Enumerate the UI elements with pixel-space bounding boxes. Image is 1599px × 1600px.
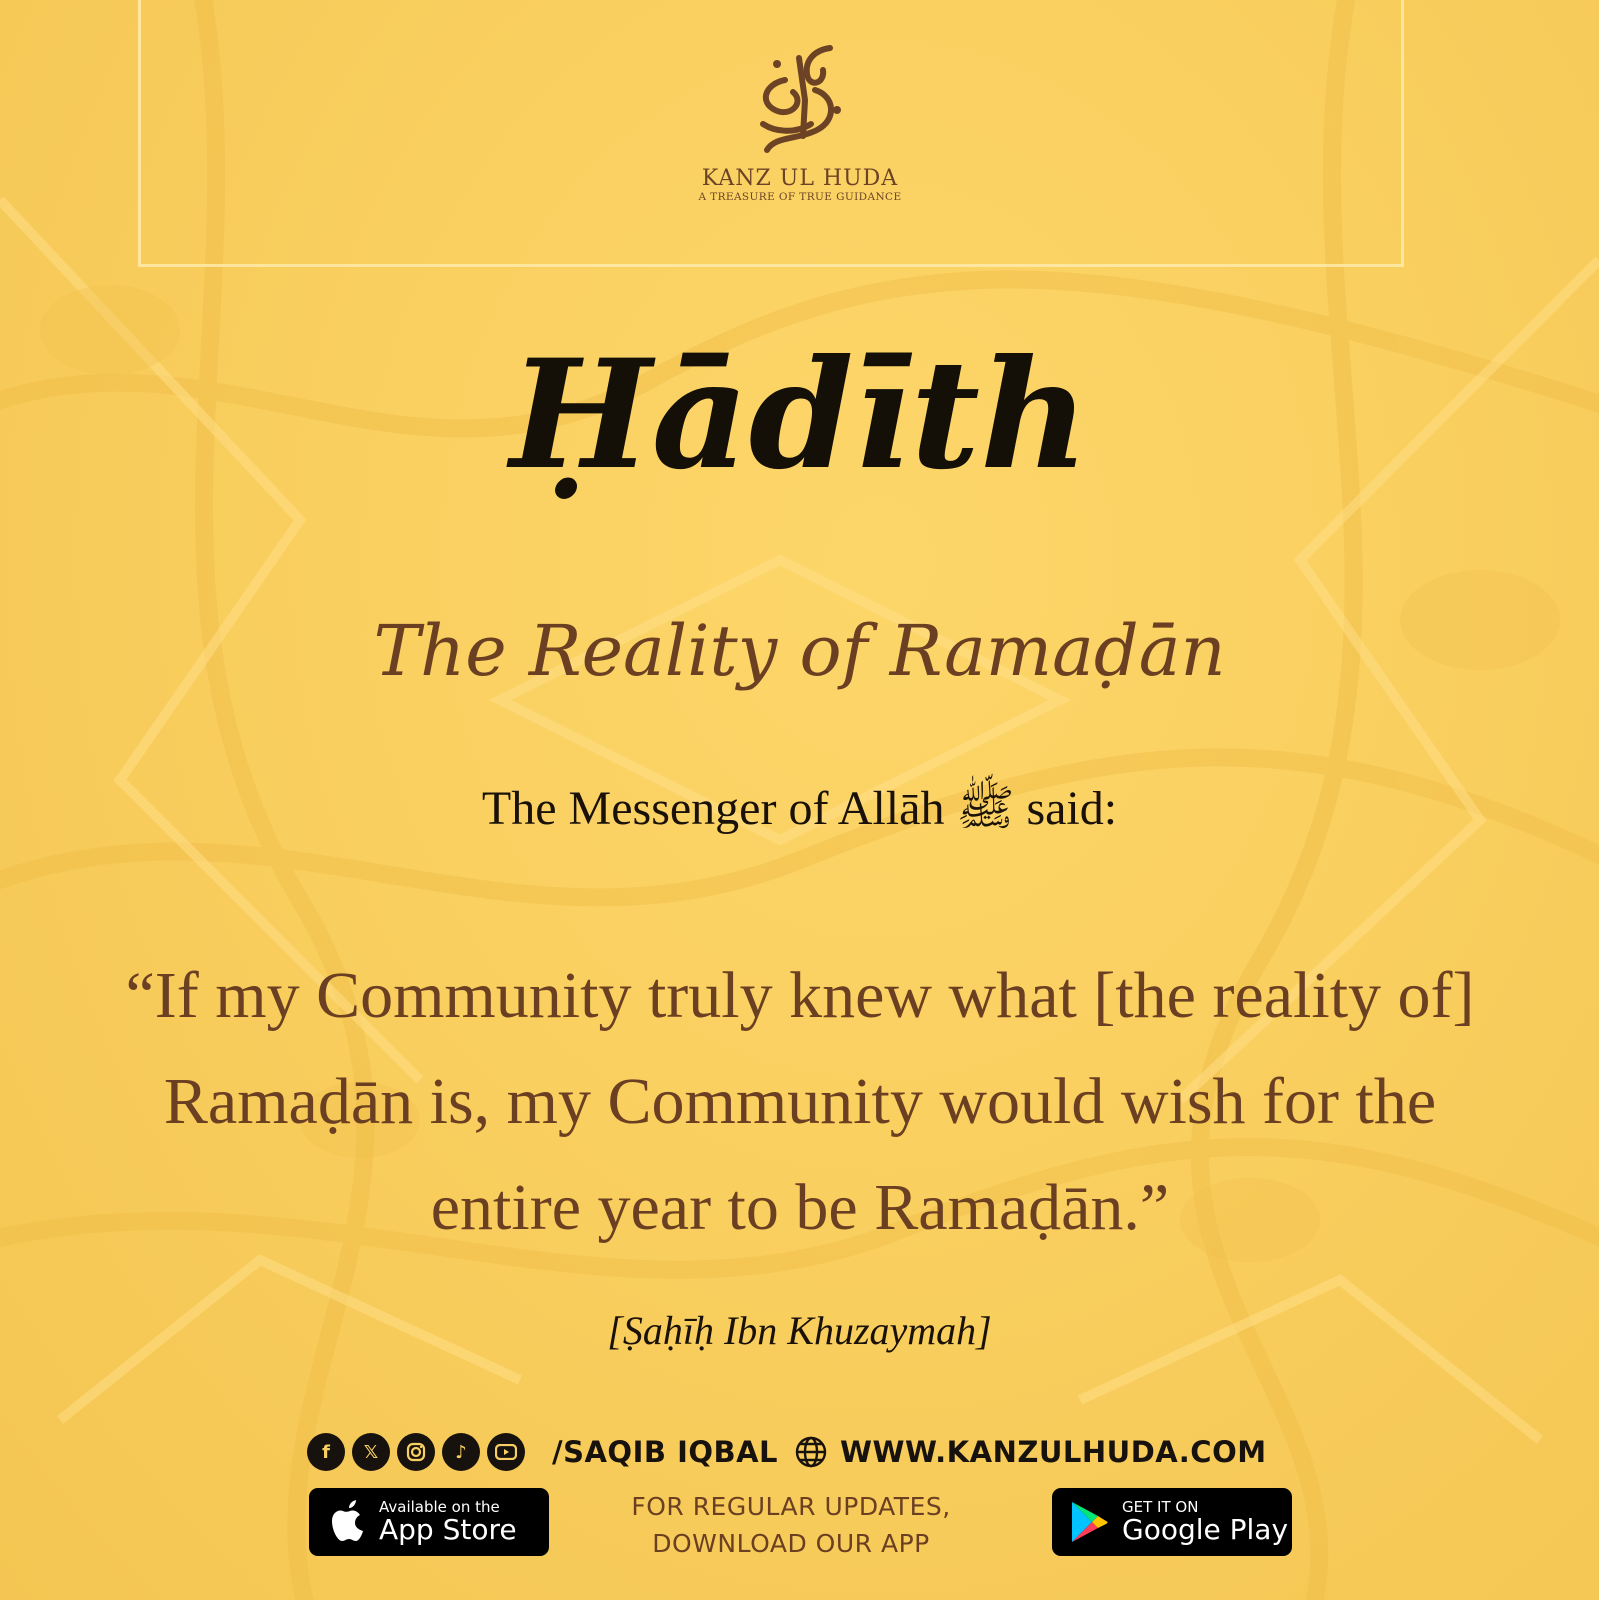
globe-icon [794, 1435, 828, 1469]
hadith-intro: The Messenger of Allāh ﷺ said: [481, 782, 1118, 835]
brand-tagline: A TREASURE OF TRUE GUIDANCE [698, 191, 902, 203]
social-row [307, 1432, 1267, 1472]
brand-logo [690, 40, 910, 203]
instagram-icon[interactable] [397, 1433, 435, 1471]
page-title: Ḥādīth [509, 327, 1090, 503]
google-play-button[interactable] [1052, 1488, 1292, 1556]
social-handle[interactable]: /SAQIB IQBAL [552, 1435, 779, 1469]
website-link[interactable]: WWW.KANZULHUDA.COM [840, 1435, 1267, 1469]
calligraphy-logo-icon [745, 40, 855, 160]
x-icon[interactable]: 𝕏 [352, 1433, 390, 1471]
google-play-small-label: GET IT ON [1122, 1498, 1199, 1516]
apple-icon [327, 1499, 367, 1545]
google-play-label: Google Play [1122, 1513, 1289, 1546]
brand-name: KANZ UL HUDA [701, 166, 899, 191]
tiktok-icon[interactable]: ♪ [442, 1433, 480, 1471]
hadith-quote: “If my Community truly knew what [the reality of] Ramaḍān is, my Community would wish for the entire year to be Ramaḍān.” [125, 959, 1475, 1244]
youtube-icon[interactable] [487, 1433, 525, 1471]
app-store-button[interactable] [309, 1488, 549, 1556]
app-store-small-label: Available on the [379, 1498, 500, 1516]
updates-line-1: FOR REGULAR UPDATES, [631, 1492, 951, 1521]
hadith-source: [Ṣaḥīḥ Ibn Khuzaymah] [607, 1308, 992, 1353]
google-play-icon [1068, 1499, 1110, 1545]
updates-text [560, 1488, 1022, 1562]
facebook-icon[interactable]: f [307, 1433, 345, 1471]
updates-line-2: DOWNLOAD OUR APP [652, 1529, 930, 1558]
app-store-label: App Store [379, 1513, 517, 1546]
page-subtitle: The Reality of Ramaḍān [373, 610, 1226, 692]
